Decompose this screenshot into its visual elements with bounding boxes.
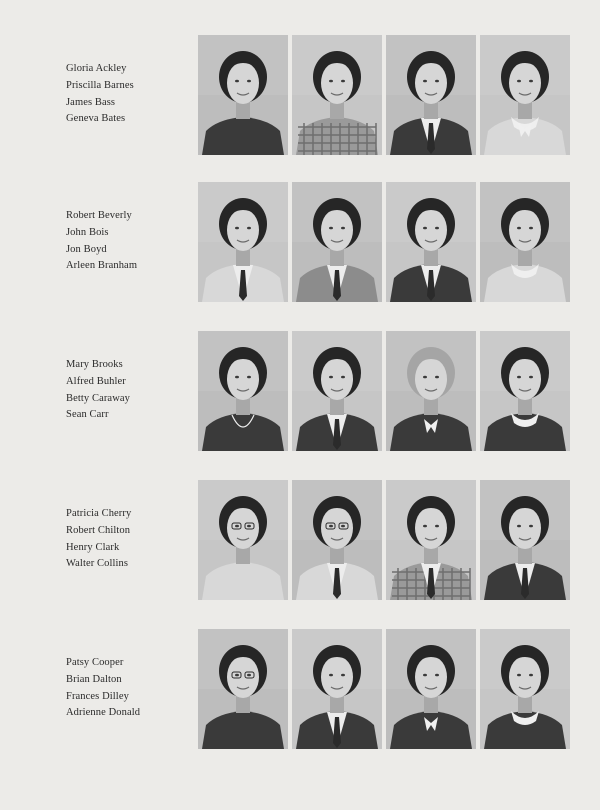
student-name: Patricia Cherry bbox=[66, 508, 132, 519]
student-portrait bbox=[386, 331, 476, 451]
name-list bbox=[66, 655, 140, 722]
name-list bbox=[66, 61, 134, 128]
student-portrait bbox=[292, 182, 382, 302]
student-portrait bbox=[480, 480, 570, 600]
student-portrait bbox=[386, 35, 476, 155]
student-name: John Bois bbox=[66, 226, 109, 238]
student-portrait bbox=[292, 480, 382, 600]
name-list bbox=[66, 208, 137, 275]
student-portrait bbox=[198, 35, 288, 155]
student-portrait bbox=[292, 629, 382, 749]
student-name: Adrienne Donald bbox=[66, 707, 141, 719]
portrait-image bbox=[198, 331, 288, 451]
yearbook-row bbox=[0, 35, 600, 157]
portrait-image bbox=[386, 629, 476, 749]
student-name: Walter Collins bbox=[66, 558, 129, 570]
student-portrait bbox=[386, 480, 476, 600]
yearbook-row bbox=[0, 331, 600, 453]
name-list bbox=[66, 357, 130, 424]
student-name: Geneva Bates bbox=[66, 113, 126, 125]
student-portrait bbox=[480, 629, 570, 749]
portrait-image bbox=[198, 35, 288, 155]
student-portrait bbox=[198, 182, 288, 302]
student-name: Frances Dilley bbox=[66, 690, 129, 702]
student-name: Gloria Ackley bbox=[66, 63, 127, 74]
portrait-image bbox=[386, 480, 476, 600]
student-portrait bbox=[386, 629, 476, 749]
portrait-image bbox=[292, 629, 382, 749]
portrait-image bbox=[292, 35, 382, 155]
portrait-image bbox=[480, 35, 570, 155]
portrait-image bbox=[198, 629, 288, 749]
student-portrait bbox=[292, 35, 382, 155]
student-name: Betty Caraway bbox=[66, 392, 130, 404]
student-name: Robert Beverly bbox=[66, 210, 132, 221]
student-name: Henry Clark bbox=[66, 541, 120, 553]
student-name: Jon Boyd bbox=[66, 243, 107, 255]
portrait-image bbox=[480, 480, 570, 600]
portrait-image bbox=[292, 331, 382, 451]
portrait-image bbox=[292, 480, 382, 600]
yearbook-row bbox=[0, 182, 600, 304]
yearbook-row bbox=[0, 629, 600, 751]
portrait-image bbox=[480, 629, 570, 749]
portrait-image bbox=[198, 480, 288, 600]
student-name: Alfred Buhler bbox=[66, 375, 126, 387]
yearbook-row bbox=[0, 480, 600, 602]
student-name: Priscilla Barnes bbox=[66, 79, 134, 91]
student-portrait bbox=[386, 182, 476, 302]
portrait-image bbox=[480, 182, 570, 302]
portrait-image bbox=[386, 35, 476, 155]
student-portrait bbox=[198, 331, 288, 451]
portrait-image bbox=[386, 331, 476, 451]
student-name: James Bass bbox=[66, 96, 116, 108]
portrait-image bbox=[292, 182, 382, 302]
name-list bbox=[66, 506, 131, 573]
student-portrait bbox=[480, 182, 570, 302]
student-name: Robert Chilton bbox=[66, 524, 131, 536]
student-portrait bbox=[198, 480, 288, 600]
portrait-image bbox=[386, 182, 476, 302]
student-name: Sean Carr bbox=[66, 409, 109, 421]
student-name: Arleen Branham bbox=[66, 260, 138, 272]
portrait-image bbox=[480, 331, 570, 451]
student-name: Patsy Cooper bbox=[66, 657, 124, 668]
student-name: Brian Dalton bbox=[66, 673, 122, 685]
student-name: Mary Brooks bbox=[66, 359, 123, 370]
student-portrait bbox=[480, 35, 570, 155]
student-portrait bbox=[480, 331, 570, 451]
student-portrait bbox=[292, 331, 382, 451]
portrait-image bbox=[198, 182, 288, 302]
student-portrait bbox=[198, 629, 288, 749]
